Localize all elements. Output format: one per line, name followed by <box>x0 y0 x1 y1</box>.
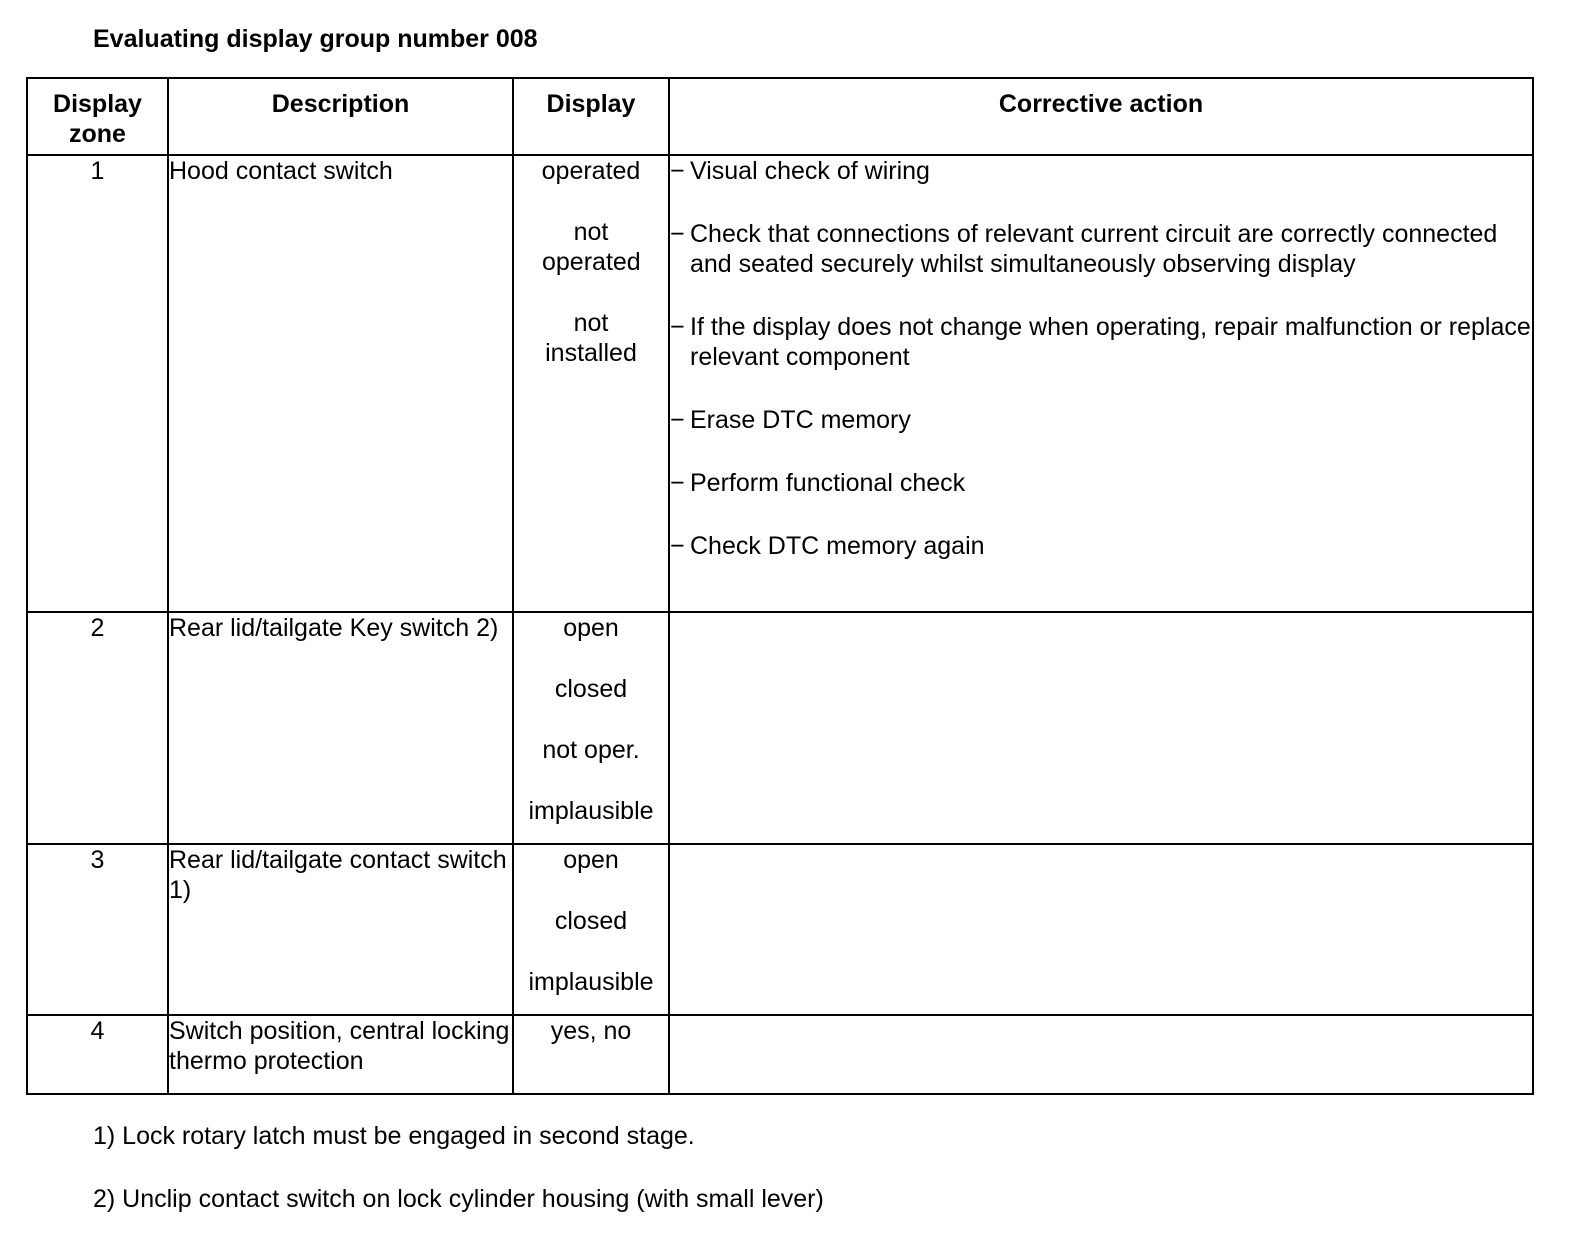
display-value: open <box>563 846 619 874</box>
corrective-action-item <box>670 468 1532 498</box>
dash-bullet-icon: − <box>670 220 685 248</box>
table-row <box>27 612 1533 844</box>
display-value: not operated <box>542 218 641 276</box>
action-text: Perform functional check <box>690 469 966 497</box>
table-header-row <box>27 78 1533 155</box>
display-value: closed <box>554 907 628 935</box>
display-cell <box>513 844 669 1015</box>
corrective-action-item <box>670 531 1532 561</box>
display-value: operated <box>541 157 641 185</box>
action-text: Check that connections of relevant current circuit are correctly connected and seated securely whilst simultaneously observing display <box>690 220 1498 278</box>
display-value: open <box>563 614 619 642</box>
table-row <box>27 1015 1533 1094</box>
display-value: not installed <box>545 309 637 367</box>
action-text: Erase DTC memory <box>690 406 911 434</box>
dash-bullet-icon: − <box>670 313 685 341</box>
display-value: implausible <box>528 968 654 996</box>
display-cell <box>513 612 669 844</box>
description-cell: Rear lid/tailgate contact switch 1) <box>168 844 513 1015</box>
display-value: closed <box>554 675 628 703</box>
zone-cell: 2 <box>27 612 168 844</box>
description-cell: Switch position, central locking thermo protection <box>168 1015 513 1094</box>
page-title: Evaluating display group number 008 <box>93 25 538 53</box>
footnotes <box>93 1121 824 1247</box>
dash-bullet-icon: − <box>670 157 685 185</box>
corrective-action-item <box>670 405 1532 435</box>
zone-cell: 3 <box>27 844 168 1015</box>
description-cell: Hood contact switch <box>168 155 513 612</box>
table-row <box>27 155 1533 612</box>
display-cell <box>513 155 669 612</box>
description-cell: Rear lid/tailgate Key switch 2) <box>168 612 513 844</box>
corrective-action-list <box>670 156 1532 561</box>
dash-bullet-icon: − <box>670 532 685 560</box>
corrective-action-item <box>670 312 1532 372</box>
header-display: Display <box>513 78 669 155</box>
corrective-action-cell <box>669 155 1533 612</box>
header-display-zone: Display zone <box>27 78 168 155</box>
zone-cell: 1 <box>27 155 168 612</box>
corrective-action-item <box>670 156 1532 186</box>
zone-cell: 4 <box>27 1015 168 1094</box>
action-text: If the display does not change when operating, repair malfunction or replace relevant component <box>690 313 1531 371</box>
footnote: 2) Unclip contact switch on lock cylinder housing (with small lever) <box>93 1185 824 1213</box>
table-row <box>27 844 1533 1015</box>
corrective-action-cell <box>669 844 1533 1015</box>
header-corrective-action: Corrective action <box>669 78 1533 155</box>
footnote: 1) Lock rotary latch must be engaged in second stage. <box>93 1122 695 1150</box>
display-cell <box>513 1015 669 1094</box>
corrective-action-item <box>670 219 1532 279</box>
display-value: yes, no <box>550 1017 632 1045</box>
corrective-action-cell <box>669 612 1533 844</box>
action-text: Check DTC memory again <box>690 532 985 560</box>
dash-bullet-icon: − <box>670 406 685 434</box>
display-value: not oper. <box>542 736 640 764</box>
header-description: Description <box>168 78 513 155</box>
dash-bullet-icon: − <box>670 469 685 497</box>
display-value: implausible <box>528 797 654 825</box>
display-group-table <box>26 77 1534 1095</box>
corrective-action-cell <box>669 1015 1533 1094</box>
action-text: Visual check of wiring <box>690 157 930 185</box>
